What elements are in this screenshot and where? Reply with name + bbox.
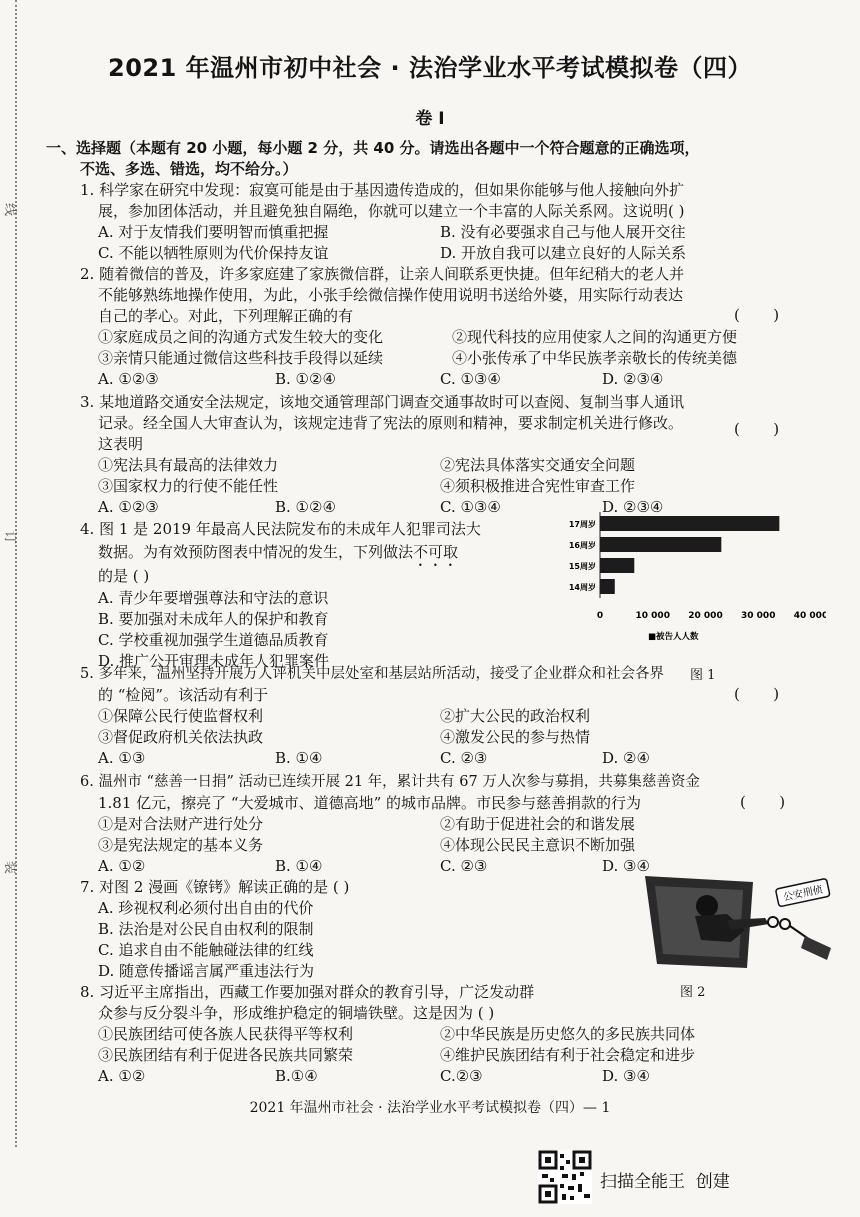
q3-option-c: C. ①③④ [440,498,501,516]
q8-stem-line2: 众参与反分裂斗争，形成维护稳定的铜墙铁壁。这是因为 ( ) [98,1004,495,1022]
q6-stem-line2: 1.81 亿元，擦亮了 “大爱城市、道德高地” 的城市品牌。市民参与慈善捐款的行为 [98,794,642,812]
x-tick-label: 10 000 [635,611,670,621]
q3-statement-3: ③国家权力的行使不能任性 [98,477,279,495]
x-tick-label: 40 000 [793,611,826,621]
category-label: 17周岁 [568,520,596,529]
q2-statement-1: ①家庭成员之间的沟通方式发生较大的变化 [98,328,384,346]
police-hand [801,936,831,960]
q5-statement-1: ①保障公民行使监督权利 [98,707,264,725]
q3-stem-line3: 这表明 [98,435,144,453]
q1-option-c: C. 不能以牺牲原则为代价保持友谊 [98,244,329,262]
section-instructions-line2: 不选、多选、错选，均不给分。） [80,160,298,178]
legend-label: ■被告人人数 [648,632,699,642]
q5-statement-3: ③督促政府机关依法执政 [98,728,264,746]
q6-answer-paren: ( ) [740,793,786,811]
category-label: 14周岁 [568,583,596,592]
q2-statement-3: ③亲情只能通过微信这些科技手段得以延续 [98,349,384,367]
volume-label: 卷 Ⅰ [415,109,445,129]
x-tick-label: 20 000 [688,611,723,621]
section-heading [46,138,816,180]
q1-option-b: B. 没有必要强求自己与他人展开交往 [440,223,686,241]
q6-statement-3: ③是宪法规定的基本义务 [98,836,264,854]
q6-option-c: C. ②③ [440,857,488,875]
q5-option-c: C. ②③ [440,749,488,767]
q4-stem-line3: 的是 ( ) [98,567,150,585]
q3-stem-line2: 记录。经全国人大审查认为，该规定违背了宪法的原则和精神，要求制定机关进行修改。 [98,414,684,432]
q4-stem-line2 [98,542,458,570]
q5-answer-paren: ( ) [734,685,780,703]
q2-stem-line2: 不能够熟练地操作使用，为此，小张手绘微信操作使用说明书送给外婆，用实际行动表达 [98,286,684,304]
figure-2-cartoon [635,868,835,980]
bar-14周岁 [600,579,615,594]
margin-mark-zhuang: 装 [2,860,18,875]
q2-option-d: D. ②③④ [602,370,664,388]
q4-emphasis-text: 不可取 [413,543,459,561]
q5-stem-line2: 的 “检阅”。该活动有利于 [98,686,269,704]
handcuff-right [780,919,790,929]
x-tick-label: 0 [596,611,604,621]
q3-answer-paren: ( ) [734,420,780,438]
bar-15周岁 [600,558,634,573]
qr-code-graphic [538,1150,592,1204]
q8-option-a: A. ①② [98,1067,146,1085]
q6-option-b: B. ①④ [275,857,323,875]
scanner-badge-text: 扫描全能王 创建 [600,1172,730,1192]
q8-option-c: C.②③ [440,1067,483,1085]
cartoon-head [696,895,718,917]
category-label: 15周岁 [568,562,596,571]
q8-option-b: B.①④ [275,1067,318,1085]
q2-stem-line1: 2. 随着微信的普及，许多家庭建了家族微信群，让亲人间联系更快捷。但年纪稍大的老人并 [80,265,685,283]
q6-option-d: D. ③④ [602,857,650,875]
margin-mark-xian: 线 [2,202,18,217]
q4-stem-line1: 4. 图 1 是 2019 年最高人民法院发布的未成年人犯罪司法大 [80,520,481,538]
q5-statement-2: ②扩大公民的政治权利 [440,707,591,725]
q2-option-a: A. ①②③ [98,370,159,388]
q3-statement-4: ④须积极推进合宪性审查工作 [440,477,636,495]
q8-statement-1: ①民族团结可使各族人民获得平等权利 [98,1025,354,1043]
q4-option-d: D. 推广公开审理未成年人犯罪案件 [98,652,330,670]
margin-mark-ding: 订 [2,530,18,545]
q2-statement-4: ④小张传承了中华民族孝亲敬长的传统美德 [452,349,738,367]
q3-option-b: B. ①②④ [275,498,336,516]
q1-option-a: A. 对于友情我们要明智而慎重把握 [98,223,329,241]
handcuff-left [768,917,778,927]
figure-1-chart [556,508,826,662]
cartoon-illustration [635,868,835,976]
q5-option-b: B. ①④ [275,749,323,767]
q3-statement-2: ②宪法具体落实交通安全问题 [440,456,636,474]
q2-answer-paren: ( ) [734,306,780,324]
binding-dotted-line [15,0,17,1147]
x-tick-label: 30 000 [741,611,776,621]
q5-option-a: A. ①③ [98,749,146,767]
bar-chart-svg [556,508,826,658]
section-instructions-line1: 一、选择题（本题有 20 小题，每小题 2 分，共 40 分。请选出各题中一个符合题意的正确选项， [46,139,700,157]
q1-stem-line1: 1. 科学家在研究中发现：寂寞可能是由于基因遗传造成的，但如果你能够与他人接触向外扩 [80,181,685,199]
q8-statement-2: ②中华民族是历史悠久的多民族共同体 [440,1025,696,1043]
q3-option-d: D. ②③④ [602,498,664,516]
q6-statement-2: ②有助于促进社会的和谐发展 [440,815,636,833]
bar-16周岁 [600,537,721,552]
q7-option-a: A. 珍视权利必须付出自由的代价 [98,899,314,917]
page-footer: 2021 年温州市社会 · 法治学业水平考试模拟卷（四）— 1 [249,1100,611,1116]
q2-stem-line3: 自己的孝心。对此，下列理解正确的有 [98,307,354,325]
q8-statement-4: ④维护民族团结有利于社会稳定和进步 [440,1046,696,1064]
q5-option-d: D. ②④ [602,749,650,767]
bar-17周岁 [600,516,779,531]
q5-statement-4: ④激发公民的参与热情 [440,728,591,746]
figure-1-label: 图 1 [690,668,716,683]
q7-option-c: C. 追求自由不能触碰法律的红线 [98,941,314,959]
figure-2-label: 图 2 [680,985,706,1000]
q8-option-d: D. ③④ [602,1067,650,1085]
q1-stem-line2: 展，参加团体活动，并且避免独自隔绝，你就可以建立一个丰富的人际关系网。这说明( ) [98,202,685,220]
q6-statement-4: ④体现公民民主意识不断加强 [440,836,636,854]
q6-option-a: A. ①② [98,857,146,875]
q2-option-b: B. ①②④ [275,370,336,388]
q7-stem-line1: 7. 对图 2 漫画《镣铐》解读正确的是 ( ) [80,878,350,896]
category-label: 16周岁 [568,541,596,550]
q3-stem-line1: 3. 某地道路交通安全法规定，该地交通管理部门调查交通事故时可以查阅、复制当事人通讯 [80,393,685,411]
q3-statement-1: ①宪法具有最高的法律效力 [98,456,279,474]
q6-statement-1: ①是对合法财产进行处分 [98,815,264,833]
q3-option-a: A. ①②③ [98,498,159,516]
qr-code-icon [538,1150,592,1208]
q8-statement-3: ③民族团结有利于促进各民族共同繁荣 [98,1046,354,1064]
exam-title: 2021 年温州市初中社会 · 法治学业水平考试模拟卷（四） [108,54,752,82]
q4-option-b: B. 要加强对未成年人的保护和教育 [98,610,329,628]
q5-stem-line1: 5. 多年来，温州坚持开展万人评机关中层处室和基层站所活动，接受了企业群众和社会各界 [80,666,664,682]
sign-text: 公安刑侦 [782,884,824,904]
q7-option-b: B. 法治是对公民自由权利的限制 [98,920,314,938]
q4-stem-line2-text: 数据。为有效预防图表中情况的发生，下列做法 [98,543,414,561]
q2-statement-2: ②现代科技的应用使家人之间的沟通更方便 [452,328,738,346]
q8-stem-line1: 8. 习近平主席指出，西藏工作要加强对群众的教育引导，广泛发动群 [80,983,535,1001]
q7-option-d: D. 随意传播谣言属严重违法行为 [98,962,315,980]
q1-option-d: D. 开放自我可以建立良好的人际关系 [440,244,687,262]
q4-option-a: A. 青少年要增强尊法和守法的意识 [98,589,329,607]
q4-option-c: C. 学校重视加强学生道德品质教育 [98,631,329,649]
q2-option-c: C. ①③④ [440,370,501,388]
q6-stem-line1: 6. 温州市 “慈善一日捐” 活动已连续开展 21 年，累计共有 67 万人次参与募捐，共募集慈善资金 [80,774,700,790]
